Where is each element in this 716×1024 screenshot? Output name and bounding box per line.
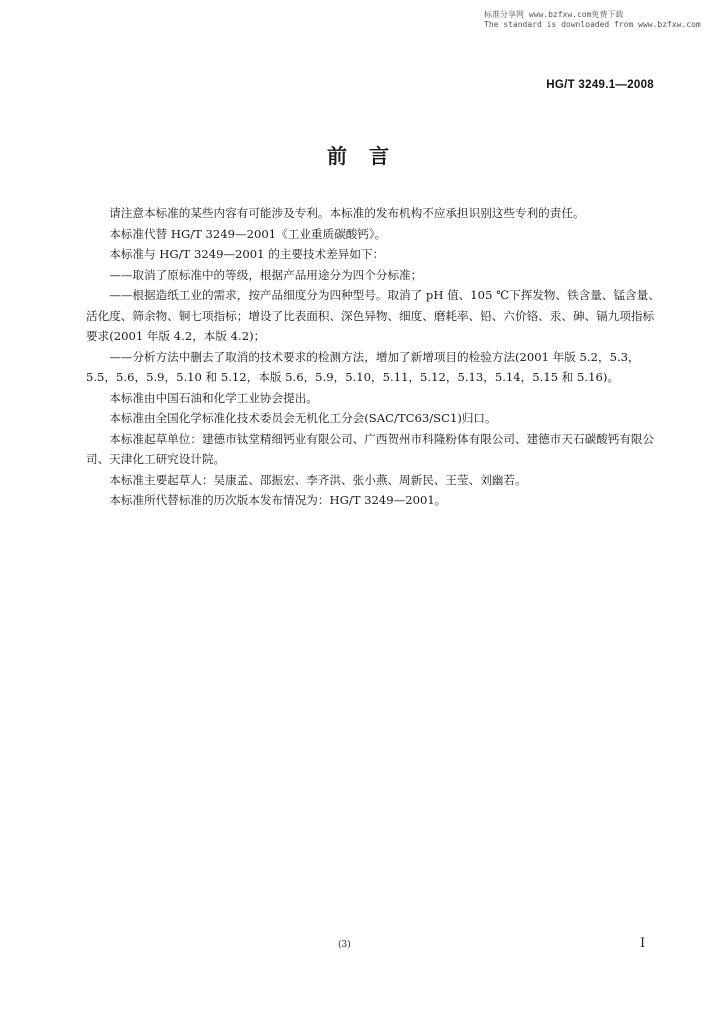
page-number: I [640, 936, 646, 951]
watermark-line-en: The standard is downloaded from www.bzfxw.com [484, 20, 701, 29]
paragraph-difference-3: ——分析方法中删去了取消的技术要求的检测方法，增加了新增项目的检验方法(2001 年版 5.2，5.3，5.5，5.6，5.9，5.10 和 5.12，本版 5.6，5.9，5.10，5.11，5.12，5.13，5.14，5.15 和 5.16)。 [86, 349, 640, 384]
paragraph-differences-intro: 本标准与 HG/T 3249—2001 的主要技术差异如下： [109, 247, 385, 261]
paragraph-difference-2: ——根据造纸工业的需求，按产品细度分为四种型号。取消了 pH 值、105 ℃下挥发物、铁含量、锰含量、活化度、筛余物、铜七项指标；增设了比表面积、深色异物、细度、磨耗率、铅、六价铬、汞、砷、镉九项指标要求(2001 年版 4.2，本版 4.2)； [86, 288, 660, 343]
watermark-line-cn: 标准分享网 www.bzfxw.com免费下载 [484, 10, 624, 19]
standard-code: HG/T 3249.1—2008 [546, 79, 654, 91]
paragraph-administered-by: 本标准由全国化学标准化技术委员会无机化工分会(SAC/TC63/SC1)归口。 [109, 411, 497, 425]
footer-center-mark: (3) [338, 940, 351, 950]
paragraph-drafters: 本标准主要起草人：吴康孟、邵振宏、李齐洪、张小燕、周新民、王莹、刘幽若。 [109, 472, 527, 487]
paragraph-difference-1: ——取消了原标准中的等级，根据产品用途分为四个分标准； [109, 267, 423, 282]
paragraph-replaces: 本标准代替 HG/T 3249—2001《工业重质碳酸钙》。 [109, 226, 387, 241]
paragraph-patent-notice: 请注意本标准的某些内容有可能涉及专利。本标准的发布机构不应承担识别这些专利的责任。 [109, 206, 585, 220]
paragraph-proposed-by: 本标准由中国石油和化学工业协会提出。 [109, 390, 318, 405]
foreword-body [86, 203, 660, 511]
watermark [484, 10, 701, 30]
paragraph-drafting-units: 本标准起草单位：建德市钛堂精细钙业有限公司、广西贺州市科隆粉体有限公司、建德市天石碳酸钙有限公司、天津化工研究设计院。 [86, 431, 655, 466]
page-title: 前言 [327, 144, 411, 168]
paragraph-previous-editions: 本标准所代替标准的历次版本发布情况为：HG/T 3249—2001。 [109, 493, 447, 507]
